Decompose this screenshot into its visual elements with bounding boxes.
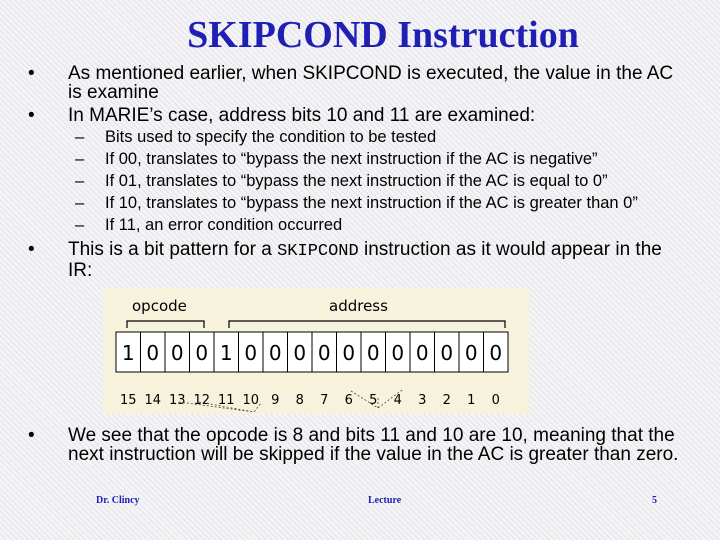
bit-value: 0 — [366, 341, 380, 365]
footer-lecture: Lecture — [368, 495, 402, 506]
bit-value: 0 — [489, 341, 503, 365]
bullet-text — [68, 240, 688, 280]
bit-position-label: 6 — [344, 393, 353, 408]
bit-value: 0 — [195, 341, 209, 365]
bit-position-label: 2 — [442, 393, 451, 408]
bit-value: 0 — [146, 341, 160, 365]
sub-bullet-text: If 00, translates to “bypass the next instruction if the AC is negative” — [105, 150, 598, 168]
bullet-text: As mentioned earlier, when SKIPCOND is executed, the value in the AC is examine — [68, 63, 674, 103]
bullet-marker: • — [28, 425, 35, 446]
bit-position-label: 11 — [217, 393, 235, 408]
bit-position-label: 3 — [418, 393, 427, 408]
bit-position-label: 8 — [295, 393, 304, 408]
bit-position-label: 14 — [144, 393, 162, 408]
skipcond-code: SKIPCOND — [277, 242, 359, 261]
bit-position-label: 15 — [119, 393, 137, 408]
bullet-text-part: instruction as it would appear in the IR: — [68, 239, 662, 281]
bit-position-label: 5 — [369, 393, 378, 408]
bit-value: 0 — [391, 341, 405, 365]
bit-position-label: 9 — [271, 393, 280, 408]
sub-bullet-marker: – — [75, 150, 85, 168]
sub-bullet-text: If 01, translates to “bypass the next instruction if the AC is equal to 0” — [105, 172, 608, 190]
bit-value: 0 — [440, 341, 454, 365]
bullet-text: We see that the opcode is 8 and bits 11 and 10 are 10, meaning that the next instruction will be skipped if the value in the AC is greater than zero. — [68, 425, 679, 465]
bit-value: 0 — [293, 341, 307, 365]
footer-page-number: 5 — [652, 495, 657, 506]
sub-bullet-text: Bits used to specify the condition to be tested — [105, 128, 437, 146]
sub-bullet-text: If 10, translates to “bypass the next instruction if the AC is greater than 0” — [105, 194, 638, 212]
footer-author: Dr. Clincy — [96, 495, 140, 506]
bit-position-label: 0 — [491, 393, 500, 408]
sub-bullet-marker: – — [75, 194, 85, 212]
bit-position-label: 4 — [393, 393, 402, 408]
bit-position-label: 13 — [168, 393, 186, 408]
bit-value: 0 — [268, 341, 282, 365]
sub-bullet-marker: – — [75, 128, 85, 146]
bit-value: 0 — [170, 341, 184, 365]
bit-position-label: 12 — [193, 393, 211, 408]
bullet-marker: • — [28, 105, 35, 126]
bullet-marker: • — [28, 63, 35, 84]
bit-value: 1 — [219, 341, 233, 365]
sub-bullet-marker: – — [75, 216, 85, 234]
slide-title: SKIPCOND Instruction — [187, 14, 579, 56]
bit-value: 1 — [121, 341, 135, 365]
bit-position-label: 7 — [320, 393, 329, 408]
bit-value: 0 — [317, 341, 331, 365]
opcode-label: opcode — [132, 297, 187, 315]
bullet-text-part: This is a bit pattern for a — [68, 239, 278, 260]
bit-value: 0 — [415, 341, 429, 365]
bit-value: 0 — [464, 341, 478, 365]
address-label: address — [329, 297, 388, 315]
bullet-text: In MARIE’s case, address bits 10 and 11 are examined: — [68, 105, 536, 126]
bullet-marker: • — [28, 239, 35, 260]
bit-position-label: 1 — [467, 393, 476, 408]
bit-value: 0 — [342, 341, 356, 365]
sub-bullet-text: If 11, an error condition occurred — [105, 216, 343, 234]
bit-pattern-figure — [103, 288, 529, 414]
bit-position-label: 10 — [242, 393, 260, 408]
sub-bullet-marker: – — [75, 172, 85, 190]
bit-value: 0 — [244, 341, 258, 365]
